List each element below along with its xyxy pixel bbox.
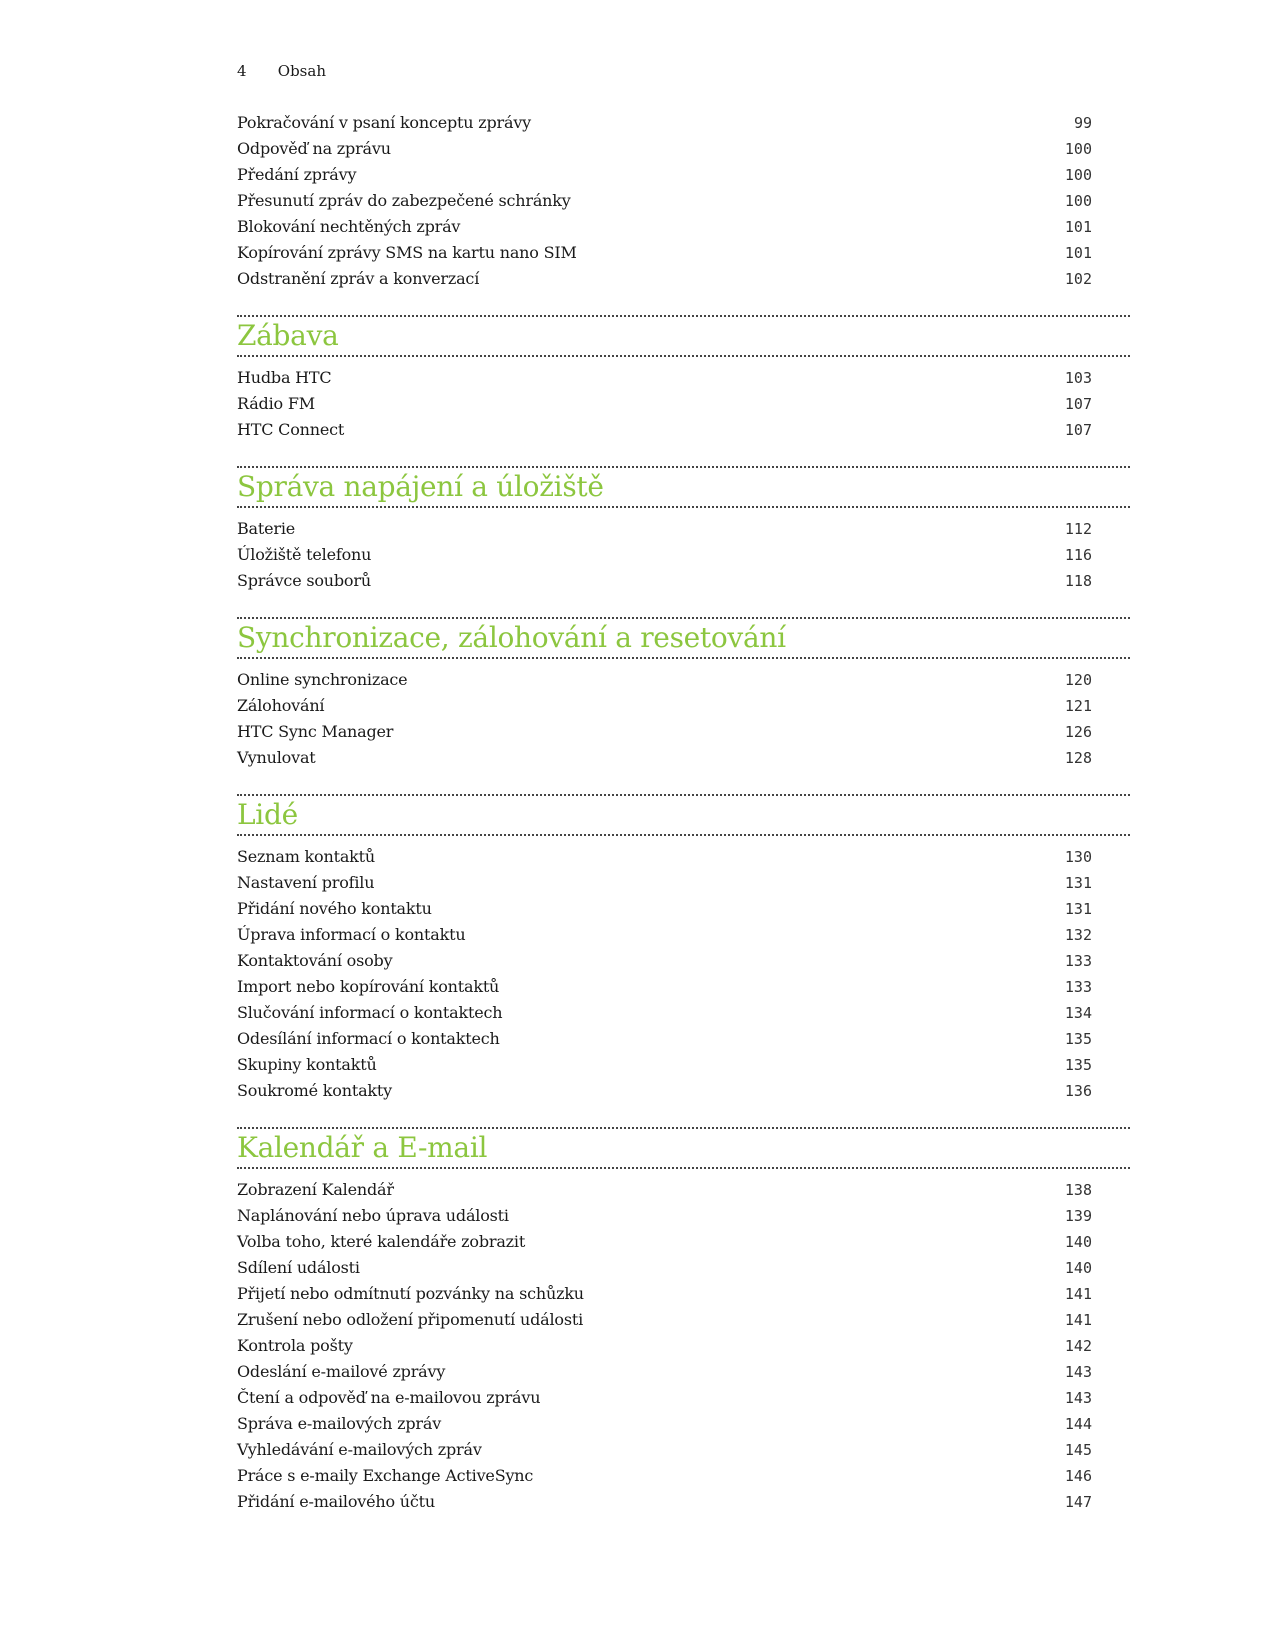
toc-entry[interactable] — [237, 1411, 1092, 1437]
toc-entry-title[interactable]: HTC Sync Manager — [237, 722, 394, 741]
toc-entry-page: 135 — [1064, 1030, 1092, 1048]
toc-entry[interactable] — [237, 667, 1092, 693]
toc-entry-page: 147 — [1064, 1493, 1092, 1511]
toc-entry[interactable] — [237, 974, 1092, 1000]
toc-entry-page: 145 — [1064, 1441, 1092, 1459]
toc-entry-page: 107 — [1064, 421, 1092, 439]
toc-entry-title[interactable]: Odesílání informací o kontaktech — [237, 1029, 500, 1048]
toc-entry-title[interactable]: Odeslání e-mailové zprávy — [237, 1362, 446, 1381]
toc-entry-title[interactable]: Odstranění zpráv a konverzací — [237, 269, 480, 288]
toc-entry-title[interactable]: Kontaktování osoby — [237, 951, 393, 970]
toc-entry-page: 139 — [1064, 1207, 1092, 1225]
toc-entry-page: 130 — [1064, 848, 1092, 866]
toc-entry[interactable] — [237, 162, 1092, 188]
toc-entry-page: 126 — [1064, 723, 1092, 741]
toc-entry[interactable] — [237, 214, 1092, 240]
toc-entry-title[interactable]: Blokování nechtěných zpráv — [237, 217, 461, 236]
toc-entry-title[interactable]: Rádio FM — [237, 394, 315, 413]
toc-entry-page: 100 — [1064, 140, 1092, 158]
toc-entry-page: 132 — [1064, 926, 1092, 944]
toc-entry-page: 101 — [1064, 218, 1092, 236]
chapter-title[interactable]: Správa napájení a úložiště — [237, 470, 604, 503]
toc-entry[interactable] — [237, 240, 1092, 266]
toc-entry-page: 107 — [1064, 395, 1092, 413]
toc-entry[interactable] — [237, 1052, 1092, 1078]
toc-entry-title[interactable]: Čtení a odpověď na e-mailovou zprávu — [237, 1388, 541, 1407]
chapter-heading[interactable] — [237, 794, 1130, 836]
toc-entry[interactable] — [237, 719, 1092, 745]
toc-entry[interactable] — [237, 1229, 1092, 1255]
toc-entry[interactable] — [237, 568, 1092, 594]
toc-entry-page: 116 — [1064, 546, 1092, 564]
toc-entry-page: 128 — [1064, 749, 1092, 767]
toc-entry-title[interactable]: Práce s e-maily Exchange ActiveSync — [237, 1466, 534, 1485]
toc-entry-title[interactable]: Sdílení události — [237, 1258, 360, 1277]
toc-entry[interactable] — [237, 1026, 1092, 1052]
toc-entry-title[interactable]: Zrušení nebo odložení připomenutí události — [237, 1310, 583, 1329]
toc-entry-title[interactable]: Přidání nového kontaktu — [237, 899, 432, 918]
toc-entry-page: 141 — [1064, 1311, 1092, 1329]
toc-entry[interactable] — [237, 1307, 1092, 1333]
toc-entry-title[interactable]: Přesunutí zpráv do zabezpečené schránky — [237, 191, 571, 210]
toc-entry-title[interactable]: Předání zprávy — [237, 165, 357, 184]
toc-entry-title[interactable]: Zobrazení Kalendář — [237, 1180, 394, 1199]
toc-entry-page: 101 — [1064, 244, 1092, 262]
toc-entry-page: 102 — [1064, 270, 1092, 288]
toc-entry[interactable] — [237, 1463, 1092, 1489]
toc-entry-page: 131 — [1064, 900, 1092, 918]
toc-entry-page: 135 — [1064, 1056, 1092, 1074]
chapter-title[interactable]: Synchronizace, zálohování a resetování — [237, 621, 786, 654]
toc-entry[interactable] — [237, 542, 1092, 568]
toc-entry[interactable] — [237, 391, 1092, 417]
chapter-title[interactable]: Lidé — [237, 798, 298, 831]
toc-entry-page: 118 — [1064, 572, 1092, 590]
toc-entry-title[interactable]: Správce souborů — [237, 571, 371, 590]
toc-entry-title[interactable]: Zálohování — [237, 696, 325, 715]
toc-entry-title[interactable]: Hudba HTC — [237, 368, 332, 387]
toc-entry[interactable] — [237, 1078, 1092, 1104]
toc-entry[interactable] — [237, 1437, 1092, 1463]
toc-entry-page: 141 — [1064, 1285, 1092, 1303]
toc-entry[interactable] — [237, 870, 1092, 896]
toc-entry-title[interactable]: Baterie — [237, 519, 296, 538]
toc-entry-page: 144 — [1064, 1415, 1092, 1433]
toc-entry-page: 143 — [1064, 1389, 1092, 1407]
toc-entry-page: 133 — [1064, 952, 1092, 970]
toc-entry[interactable] — [237, 1385, 1092, 1411]
toc-entry-page: 100 — [1064, 192, 1092, 210]
toc-entry[interactable] — [237, 188, 1092, 214]
toc-entry-page: 134 — [1064, 1004, 1092, 1022]
toc-entry[interactable] — [237, 896, 1092, 922]
toc-entry[interactable] — [237, 516, 1092, 542]
toc-entry-page: 133 — [1064, 978, 1092, 996]
toc-entry[interactable] — [237, 1203, 1092, 1229]
toc-entry[interactable] — [237, 1359, 1092, 1385]
toc-entry-title[interactable]: Online synchronizace — [237, 670, 408, 689]
toc-entry-title[interactable]: Přijetí nebo odmítnutí pozvánky na schůzku — [237, 1284, 584, 1303]
toc-entry[interactable] — [237, 1489, 1092, 1515]
toc-entry-page: 142 — [1064, 1337, 1092, 1355]
toc-entry-title[interactable]: Úprava informací o kontaktu — [237, 925, 466, 944]
toc-entry[interactable] — [237, 745, 1092, 771]
toc-entry-title[interactable]: Přidání e-mailového účtu — [237, 1492, 436, 1511]
toc-entry-title[interactable]: Soukromé kontakty — [237, 1081, 392, 1100]
toc-entry[interactable] — [237, 922, 1092, 948]
toc-entry[interactable] — [237, 136, 1092, 162]
toc-entry-title[interactable]: Kontrola pošty — [237, 1336, 353, 1355]
toc-entry-page: 143 — [1064, 1363, 1092, 1381]
toc-entry[interactable] — [237, 1333, 1092, 1359]
toc-entry-page: 136 — [1064, 1082, 1092, 1100]
toc-entry-page: 100 — [1064, 166, 1092, 184]
toc-entry-page: 140 — [1064, 1233, 1092, 1251]
page-header-title: Obsah — [277, 62, 326, 80]
toc-entry-page: 103 — [1064, 369, 1092, 387]
toc-entry[interactable] — [237, 417, 1092, 443]
toc-entry-title[interactable]: Skupiny kontaktů — [237, 1055, 377, 1074]
toc-entry-page: 140 — [1064, 1259, 1092, 1277]
toc-entry[interactable] — [237, 948, 1092, 974]
toc-entry[interactable] — [237, 1281, 1092, 1307]
toc-entry-title[interactable]: Vyhledávání e-mailových zpráv — [237, 1440, 482, 1459]
toc-entry-title[interactable]: Nastavení profilu — [237, 873, 375, 892]
toc-entry-title[interactable]: Volba toho, které kalendáře zobrazit — [237, 1232, 526, 1251]
chapter-title[interactable]: Zábava — [237, 319, 339, 352]
page-header — [237, 62, 326, 80]
toc-entry-page: 138 — [1064, 1181, 1092, 1199]
chapter-heading[interactable] — [237, 466, 1130, 508]
toc-entry-page: 121 — [1064, 697, 1092, 715]
toc-entry[interactable] — [237, 844, 1092, 870]
toc-entry-title[interactable]: Slučování informací o kontaktech — [237, 1003, 503, 1022]
toc-entry-page: 112 — [1064, 520, 1092, 538]
toc-entry-title[interactable]: Import nebo kopírování kontaktů — [237, 977, 500, 996]
toc-entry-page: 99 — [1073, 114, 1092, 132]
toc-entry-title[interactable]: HTC Connect — [237, 420, 345, 439]
chapter-title[interactable]: Kalendář a E-mail — [237, 1131, 488, 1164]
toc-entry-title[interactable]: Pokračování v psaní konceptu zprávy — [237, 113, 532, 132]
toc-entry-title[interactable]: Úložiště telefonu — [237, 545, 372, 564]
toc-entry-page: 120 — [1064, 671, 1092, 689]
chapter-heading[interactable] — [237, 1127, 1130, 1169]
chapter-heading[interactable] — [237, 315, 1130, 357]
chapter-heading[interactable] — [237, 617, 1130, 659]
toc-entry-title[interactable]: Kopírování zprávy SMS na kartu nano SIM — [237, 243, 577, 262]
toc-entry[interactable] — [237, 1000, 1092, 1026]
toc-entry-title[interactable]: Správa e-mailových zpráv — [237, 1414, 442, 1433]
toc-entry-title[interactable]: Seznam kontaktů — [237, 847, 375, 866]
toc-entry-title[interactable]: Vynulovat — [237, 748, 316, 767]
toc-entry[interactable] — [237, 110, 1092, 136]
toc-entry-page: 131 — [1064, 874, 1092, 892]
page-number: 4 — [237, 62, 247, 80]
toc-entry[interactable] — [237, 1255, 1092, 1281]
table-of-contents — [237, 110, 1130, 1515]
toc-entry[interactable] — [237, 1177, 1092, 1203]
toc-entry[interactable] — [237, 266, 1092, 292]
toc-entry-page: 146 — [1064, 1467, 1092, 1485]
toc-entry[interactable] — [237, 365, 1092, 391]
toc-entry[interactable] — [237, 693, 1092, 719]
toc-entry-title[interactable]: Odpověď na zprávu — [237, 139, 391, 158]
toc-entry-title[interactable]: Naplánování nebo úprava události — [237, 1206, 509, 1225]
